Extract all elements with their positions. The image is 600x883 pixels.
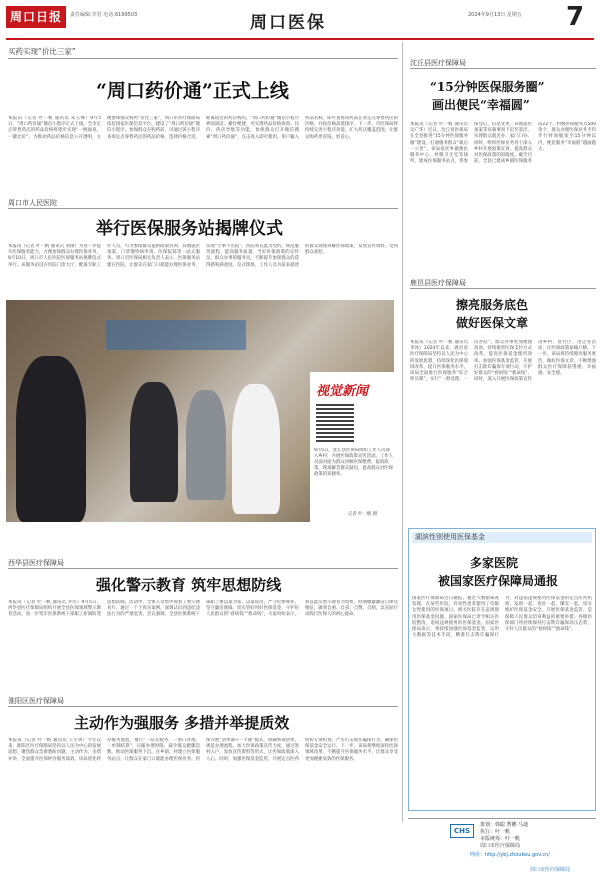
newspaper-masthead: 周口日报 [6, 6, 66, 28]
footer-rule [408, 818, 596, 819]
video-news-tag: 视觉新闻 [316, 384, 369, 399]
footer-planning: 策划：韩聪 曹鹏 马迪 [480, 822, 529, 828]
article4-headline-line2: 做好医保文章 [456, 316, 529, 330]
dept-rule [410, 68, 596, 69]
section-title: 周口医保 [250, 13, 326, 33]
article2-body: 本报讯（记者 叶一帆 通讯员 刘俊）为进一步提升医保服务能力，方便参保群众办理医保业务，9月10日，周口市人民医院医保服务站揭牌仪式举行。该服务站设在医院门诊大厅，配备专职工作人员，可为参保群众提供政策咨询、异地就医备案、门诊慢特病申请、医保报销等一站式服务。周口市医保局相关负责人表示，医保服务站建在医院，让群众在家门口就能办理医保业务，实现“小事不出院”。医院将以此为契机，规范服务流程，提高服务质量，当好医保政策的宣传员、群众办事的服务员，不断提升参保群众的获得感和满意度。仪式现场，工作人员为前来就诊的群众现场讲解医保政策，发放宣传资料，受到群众欢迎。 [8, 244, 398, 268]
article1-body: 本报讯（记者 叶一帆 通讯员 朱玉峰）9月5日，“周口药价通”微信小程序正式上线，全市定点零售药店的药品价格将逐步实现“一网通查、一键比价”。为推动药品价格信息公开透明，方便参保群众购药“价比三家”，周口市医疗保障局依托国家医保信息平台，建设了“周口药价通”微信小程序。参保群众在购药前，可通过该小程序查询定点零售药店的药品价格，选择价格合适、距离较近的药店购药。“周口药价通”微信小程序界面简洁、操作便捷，可实现药品价格查询、比价、药店导航等功能。参保群众打开微信搜索“周口药价通”，点击进入即可使用。用户输入药品名称，即可查看该药品在各定点零售药店的价格，并按价格高低排序。下一步，市医保局将持续完善小程序功能，扩大药店覆盖范围，让群众购药更省钱、更省心。 [8, 116, 398, 140]
dept-rule [8, 706, 398, 707]
article4-dept: 鹿邑县医疗保障局 [410, 279, 466, 287]
article7-headline-line1: 多家医院 [470, 556, 519, 570]
photo-credit: 记者 叶一帆 摄 [348, 512, 378, 517]
article1-headline: “周口药价通”正式上线 [96, 80, 289, 102]
article5-body: 本报讯（记者 叶一帆 通讯员 李洋）9月5日，西华县医疗保障局组织开展全县医保领域警示教育活动，进一步筑牢医保系统干部职工拒腐防变思想防线。活动中，全体人员集中观看了警示教育片，通过一个个真实案例，深刻认识到违纪违法行为的严重危害。会议强调，全县医保系统干部职工要以案为鉴、以案促改，严守纪律规矩，坚守廉洁底线，切实管好用好医保基金，守护好人民群众的“看病钱”“救命钱”。大家纷纷表示，将以此次警示教育为契机，时刻绷紧廉洁自律这根弦，做到自重、自省、自警、自励，以实际行动践行医保人的初心使命。 [8, 600, 398, 618]
article3-dept: 沈丘县医疗保障局 [410, 59, 466, 67]
article5-dept: 西华县医疗保障局 [8, 559, 64, 567]
dept-rule [8, 568, 398, 569]
footer-website[interactable]: 网址：http://ybj.zhoukou.gov.cn/ [470, 852, 550, 858]
article3-body: 本报讯（记者 叶一帆 通讯员 吴广华）近日，沈丘县医保局在全县推进“15分钟医保服务圈”建设，打通服务群众“最后一公里”。该局依托乡镇便民服务中心、村级卫生室等场所，建成医保服务站点，将参保登记、信息变更、异地就医备案等高频事项下沉至基层，实现群众就近办、家门口办。同时，组织医保业务骨干深入乡村开展政策宣讲，提高群众对医保政策的知晓度。截至目前，全县已建成乡镇医保服务站22个、村级医保服务点500余个，群众办理医保业务平均步行时间缩短至15分钟以内，便民服务“幸福圆”越画越大。 [410, 122, 596, 165]
article6-body: 本报讯（记者 叶一帆 通讯员 王小勇）今年以来，淮阳区医疗保障局坚持以人民为中心的发展思想，聚焦群众急难愁盼问题，主动作为，多措并举，全面提升医保经办服务质效。该局优化经办服务流程，推行“一站式服务、一窗口办理、一单制结算”，压缩办理时限，减少群众跑腿次数。推动医保服务下沉，在乡镇、村建立医保服务站点，让群众在家门口就能办理医保业务。持续开展“清单制+一卡通”模式，明确事项清单，规范办理流程。加大医保政策宣传力度，通过进村入户、发放宣传资料等形式，让医保政策深入人心。同时，加强医保基金监管，开展定点医药机构专项检查，严厉打击欺诈骗保行为，确保医保基金安全运行。下一步，该局将继续深化医保领域改革，不断提升医保服务水平，让群众享受更加便捷高效的医保服务。 [8, 738, 398, 762]
article3-headline-line1: “15分钟医保服务圈” [430, 80, 545, 94]
article5-headline: 强化警示教育 筑牢思想防线 [96, 576, 282, 594]
footer-coordination: 本版统筹：叶一帆 [480, 836, 521, 842]
article4-headline-line1: 擦亮服务底色 [456, 298, 529, 312]
article6-dept: 淮阳区医疗保障局 [8, 697, 64, 705]
dept-rule [410, 288, 596, 289]
column-divider [402, 42, 403, 822]
footer-bureau: 周口市医疗保障局 [480, 843, 521, 849]
article4-body: 本报讯（记者 叶一帆 通讯员 李冰）2024年以来，鹿邑县医疗保障局坚持以人民为中心的发展思想，持续深化医保领域改革，提升医保服务水平。该局全面推行医保服务“综合柜员制”，实行“一窗受理、一次办结”，群众办事更加便捷高效。持续推进医保支付方式改革，提高医保基金使用效率。加强医保基金监管，开展打击欺诈骗保专项行动，守护好群众的“看病钱”“救命钱”。同时，深入开展医保政策宣传进乡村、进社区、进企业活动，让医保政策家喻户晓。下一步，该局将持续擦亮服务底色，做好医保文章，不断增强群众医疗保障获得感、幸福感、安全感。 [410, 340, 596, 383]
article1-kicker: 买药实现“价比三家” [8, 47, 76, 56]
photo-person-3 [186, 390, 226, 500]
editor-info: 责任编辑:李君 电话:6199503 [70, 12, 138, 18]
footer-brand: 周口市医疗保障局 [530, 867, 571, 873]
article3-headline-line2: 画出便民“幸福圆” [432, 98, 530, 112]
dept-rule [8, 208, 398, 209]
photo-banner [106, 320, 246, 350]
article2-dept: 周口市人民医院 [8, 199, 57, 207]
chs-logo-icon: CHS [450, 824, 474, 838]
photo-person-1 [16, 356, 86, 522]
kicker-rule [8, 58, 398, 59]
footer-execution: 执行：叶一帆 [480, 829, 511, 835]
article7-body: 国家医疗保障局近日通报，通过大数据筛查发现，在某些医院，有男性患者使用了仅限女性使用的医保项目。相关医院存在违规使用医保基金问题，国家医保局已责令相关医院整改，追回违规使用的医保基金。国家医保局表示，将持续加强医保基金监管，运用大数据等技术手段，精准打击欺诈骗保行为，对违法违规使用医保基金的定点医药机构，发现一起、查处一起、曝光一起，切实维护医保基金安全。开展医保基金监管，是保障人民群众切身利益的重要举措。各级医保部门将持续保持打击欺诈骗保高压态势，守好人民群众的“看病钱”“救命钱”。 [412, 596, 592, 639]
photo-caption: 9月5日，沈丘县医保局组织工作人员深入乡村，开展医保政策宣传活动。工作人员面对面为群众讲解医保缴费、报销政策，现场解答群众疑问，提高群众对医保政策的知晓率。 [314, 448, 394, 477]
page-number: 7 [566, 2, 585, 32]
header-rule [6, 38, 594, 40]
qr-code-icon[interactable] [316, 404, 354, 442]
article7-dept: 湖滨性别使用医保基金 [412, 532, 592, 543]
article2-headline: 举行医保服务站揭牌仪式 [96, 219, 283, 239]
issue-date: 2024年9月13日 星期五 [468, 12, 522, 18]
photo-person-4 [232, 384, 280, 514]
article7-headline-line2: 被国家医疗保障局通报 [438, 574, 559, 588]
photo-person-2 [130, 382, 178, 502]
article6-headline: 主动作为强服务 多措并举提质效 [74, 714, 290, 732]
